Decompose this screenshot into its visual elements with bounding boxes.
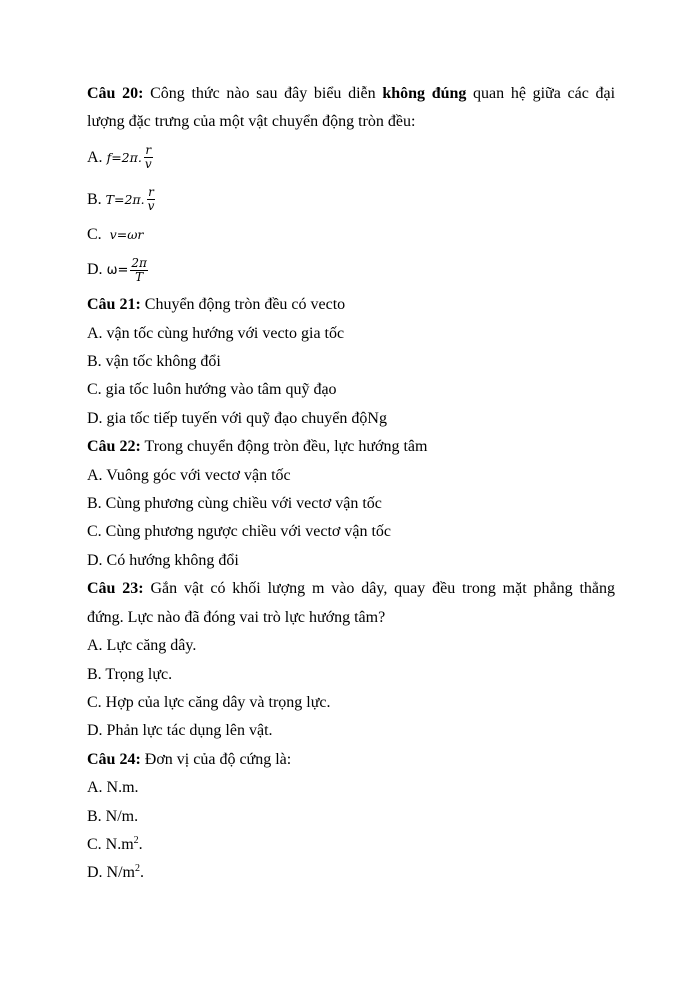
question-23-stem-line1: Câu 23: Gắn vật có khối lượng m vào dây, quay đều trong mặt phẳng thẳng xyxy=(87,580,615,598)
option-d[interactable]: D. gia tốc tiếp tuyến với quỹ đạo chuyển độNg xyxy=(87,409,387,427)
question-20 xyxy=(87,80,615,291)
question-20-stem-line1: Câu 20: Công thức nào sau đây biểu diễn không đúng quan hệ giữa các đại xyxy=(87,85,616,102)
option-b[interactable]: B. N/m. xyxy=(87,807,139,825)
option-b[interactable]: B. Cùng phương cùng chiều với vectơ vận tốc xyxy=(87,495,382,513)
option-a[interactable]: A. N.m. xyxy=(87,779,139,797)
option-b[interactable]: B. Trọng lực. xyxy=(87,665,173,683)
question-label: Câu 22: xyxy=(87,438,141,456)
option-d[interactable]: D. $N/m^2$. xyxy=(87,863,144,882)
question-24 xyxy=(87,746,615,888)
question-label: Câu 24: xyxy=(87,750,141,768)
option-c[interactable]: C. gia tốc luôn hướng vào tâm quỹ đạo xyxy=(87,381,337,399)
superscript: 2 xyxy=(133,834,139,846)
option-d[interactable]: D. ω= $\frac{2\pi}{T}$ xyxy=(87,255,147,284)
question-22-stem: Câu 22: Trong chuyển động tròn đều, lực hướng tâm xyxy=(87,438,428,456)
option-a[interactable]: A. Lực căng dây. xyxy=(87,637,197,655)
option-a[interactable]: A. Vuông góc với vectơ vận tốc xyxy=(87,466,291,484)
option-a[interactable]: A. f=2π. $\frac{r}{v}$ xyxy=(87,143,152,172)
option-c[interactable]: C. $N.m^2$. xyxy=(87,834,143,853)
formula-lhs: T=2π. xyxy=(105,192,145,208)
option-c[interactable]: C. Hợp của lực căng dây và trọng lực. xyxy=(87,693,331,711)
option-c[interactable]: C. Cùng phương ngược chiều với vectơ vận tốc xyxy=(87,523,392,541)
question-21 xyxy=(87,291,615,433)
question-22 xyxy=(87,433,615,575)
formula-lhs: ω= xyxy=(106,262,129,278)
formula-lhs: f=2π. xyxy=(106,150,142,166)
option-b[interactable]: B. T=2π. $\frac{r}{v}$ xyxy=(87,185,155,214)
fraction: $\frac{2\pi}{T}$ xyxy=(131,255,147,284)
question-label: Câu 20: xyxy=(87,85,144,102)
question-sheet xyxy=(87,80,615,888)
option-a[interactable]: A. vận tốc cùng hướng với vecto gia tốc xyxy=(87,324,345,342)
option-c[interactable]: C. v=ωr xyxy=(87,225,144,243)
question-20-stem-line2: lượng đặc trưng của một vật chuyển động tròn đều: xyxy=(87,113,416,131)
superscript: 2 xyxy=(135,863,140,875)
fraction: $\frac{r}{v}$ xyxy=(147,185,155,214)
formula: v=ωr xyxy=(109,226,144,242)
question-label: Câu 21: xyxy=(87,296,141,314)
fraction: $\frac{r}{v}$ xyxy=(144,143,152,172)
option-b[interactable]: B. vận tốc không đổi xyxy=(87,353,221,371)
question-23-stem-line2: đứng. Lực nào đã đóng vai trò lực hướng tâm? xyxy=(87,608,386,626)
question-24-stem: Câu 24: Đơn vị của độ cứng là: xyxy=(87,750,292,768)
option-d[interactable]: D. Có hướng không đổi xyxy=(87,551,239,569)
question-21-stem: Câu 21: Chuyển động tròn đều có vecto xyxy=(87,296,346,314)
option-d[interactable]: D. Phản lực tác dụng lên vật. xyxy=(87,722,273,740)
question-label: Câu 23: xyxy=(87,580,144,598)
question-23 xyxy=(87,575,615,745)
emphasis-text: không đúng xyxy=(382,85,467,102)
